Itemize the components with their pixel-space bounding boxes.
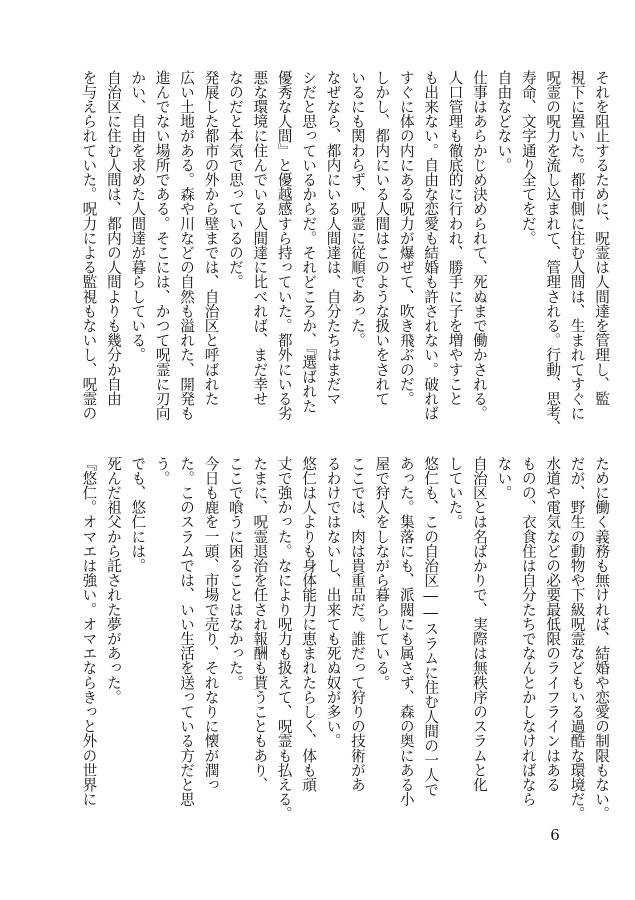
- text-line: ここで喰うに困ることはなかった。: [226, 456, 244, 690]
- page-number: 6: [550, 826, 560, 844]
- text-line: していた。: [446, 456, 464, 529]
- text-line: 視下に置いた。都市側に住む人間は、生まれてすぐに: [568, 70, 586, 421]
- text-line: 自治区とは名ばかりで、実際は無秩序のスラムと化: [470, 456, 488, 792]
- text-line: を与えられていた。呪力による監視もないし、呪霊の: [80, 70, 98, 421]
- text-line: しかし、都内にいる人間はこのような扱いをされて: [373, 70, 391, 406]
- text-line: 悠仁も、この自治区――スラムに住む人間の一人で: [422, 456, 440, 797]
- text-line: ここでは、肉は貴重品だ。誰だって狩りの技術があ: [348, 456, 366, 792]
- text-line: 進んでない場所である。そこには、かつて呪霊に刃向: [153, 70, 171, 421]
- text-line: 今日も鹿を一頭、市場で売り、それなりに懐が潤っ: [202, 456, 220, 792]
- text-line: いるにも関わらず、呪霊に従順であった。: [348, 70, 366, 348]
- text-line: た。このスラムでは、いい生活を送っている方だと思: [178, 456, 196, 807]
- text-line: ものの、衣食住は自分たちでなんとかしなければなら: [519, 456, 537, 807]
- text-line: 『悠仁。オマエは強い。オマエならきっと外の世界に: [80, 456, 98, 807]
- text-line: なのだと本気で思っているのだ。: [226, 70, 244, 289]
- text-line: でも、悠仁には。: [129, 456, 147, 573]
- text-line: 呪霊の呪力を流し込まれて、管理される。行動、思考、: [544, 70, 562, 435]
- text-line: それを阻止するために、呪霊は人間達を管理し、監: [593, 70, 610, 406]
- text-line: あった。集落にも、派閥にも属さず、森の奥にある小: [397, 456, 415, 807]
- text-line: ために働く義務も無ければ、結婚や恋愛の制限もない。: [593, 456, 610, 821]
- text-line: う。: [153, 456, 171, 486]
- text-line: ない。: [495, 456, 513, 500]
- text-line: 人口管理も徹底的に行われ、勝手に子を増やすこと: [446, 70, 464, 406]
- text-line: も出来ない。自由な恋愛も結婚も許されない。破れば: [422, 70, 440, 421]
- text-line: 自治区に住む人間は、都内の人間よりも幾分か自由: [104, 70, 122, 406]
- text-line: 優秀な人間』と優越感すら持っていた。都外にいる劣: [275, 70, 293, 421]
- text-line: るわけではないし、出来ても死ぬ奴が多い。: [324, 456, 342, 748]
- text-line: 悠仁は人よりも身体能力に恵まれたらしく、体も頑: [300, 456, 318, 792]
- text-line: 発展した都市の外から壁までは、自治区と呼ばれた: [202, 70, 220, 406]
- text-line: 屋で狩人をしながら暮らしている。: [373, 456, 391, 690]
- text-line: たまに、呪霊退治を任され報酬も貰うこともあり、: [251, 456, 269, 792]
- text-line: 自由などない。: [495, 70, 513, 173]
- text-line: 仕事はあらかじめ決められて、死ぬまで働かされる。: [470, 70, 488, 421]
- text-line: シだと思っているからだ。それどころか、『選ばれた: [300, 70, 318, 414]
- bottom-text-block: [80, 456, 613, 824]
- text-line: 悪な環境に住んでいる人間達に比べれば、まだ幸せ: [251, 70, 269, 406]
- top-text-block: [80, 70, 613, 438]
- text-line: すぐに体の内にある呪力が爆ぜて、吹き飛ぶのだ。: [397, 70, 415, 406]
- text-line: 水道や電気などの必要最低限のライフラインはある: [544, 456, 562, 792]
- text-line: 死んだ祖父から託された夢があった。: [104, 456, 122, 705]
- text-line: なぜなら、都内にいる人間達は、自分たちはまだマ: [324, 70, 342, 406]
- text-line: 寿命、文字通り全てをだ。: [519, 70, 537, 246]
- text-line: だが、野生の動物や下級呪霊などもいる過酷な環境だ。: [568, 456, 586, 821]
- text-line: かい、自由を求めた人間達が暮らしている。: [129, 70, 147, 362]
- text-line: 広い土地がある。森や川などの自然も溢れた、開発も: [178, 70, 196, 421]
- text-line: 丈で強かった。なにより呪力も扱えて、呪霊も払える。: [275, 456, 293, 821]
